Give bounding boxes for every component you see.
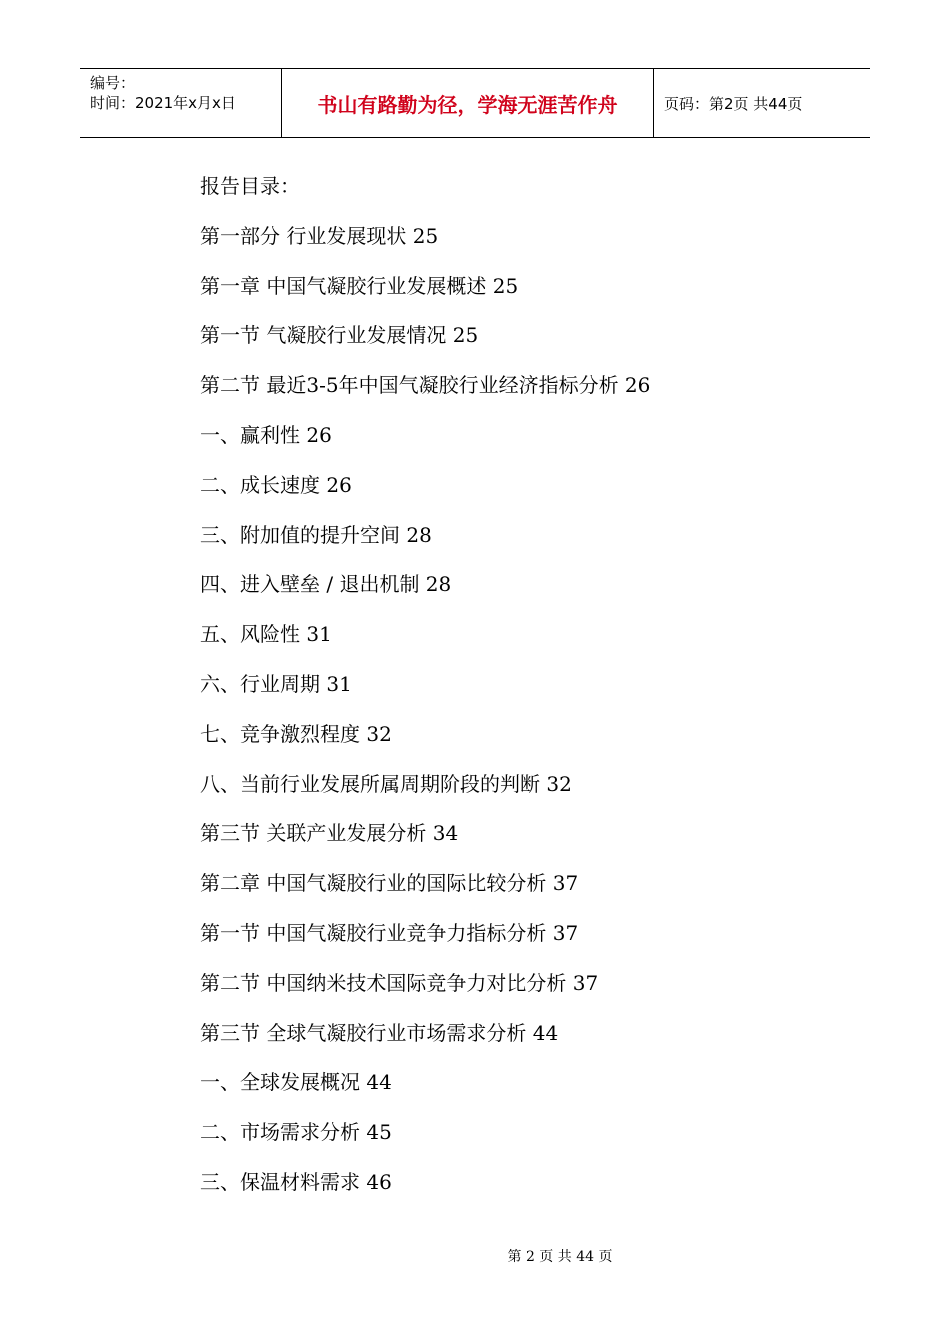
toc-item: 第三节 关联产业发展分析 34: [200, 821, 459, 846]
toc-item: 第二节 中国纳米技术国际竞争力对比分析 37: [200, 970, 599, 995]
toc-item: 六、行业周期 31: [200, 671, 352, 696]
page-footer: 第 2 页 共 44 页: [507, 1249, 613, 1265]
toc-item: 第一节 中国气凝胶行业竞争力指标分析 37: [200, 920, 579, 945]
toc-item: 一、赢利性 26: [200, 422, 332, 447]
toc-item: 第一章 中国气凝胶行业发展概述 25: [200, 273, 519, 298]
header-motto: 书山有路勤为径，学海无涯苦作舟: [282, 69, 654, 137]
toc-item: 第一部分 行业发展现状 25: [200, 223, 439, 248]
serial-label: 编号：: [90, 74, 136, 92]
toc-item: 二、成长速度 26: [200, 472, 352, 497]
time-label: 时间：2021年x月x日: [90, 94, 236, 112]
toc-item: 第二节 最近3-5年中国气凝胶行业经济指标分析 26: [200, 373, 651, 398]
toc-item: 三、保温材料需求 46: [200, 1169, 392, 1194]
table-of-contents: [200, 168, 650, 1214]
toc-item: 第三节 全球气凝胶行业市场需求分析 44: [200, 1020, 559, 1045]
toc-item: 第一节 气凝胶行业发展情况 25: [200, 323, 479, 348]
header-meta: [80, 69, 282, 137]
toc-heading: 报告目录：: [200, 174, 300, 198]
header-page-info: 页码：第2页 共44页: [664, 94, 803, 113]
toc-item: 三、附加值的提升空间 28: [200, 522, 432, 547]
toc-item: 七、竞争激烈程度 32: [200, 721, 392, 746]
toc-item: 八、当前行业发展所属周期阶段的判断 32: [200, 771, 572, 796]
toc-item: 二、市场需求分析 45: [200, 1120, 392, 1145]
page-header: [80, 68, 870, 138]
toc-item: 五、风险性 31: [200, 622, 332, 647]
toc-item: 四、进入壁垒 / 退出机制 28: [200, 572, 452, 597]
toc-item: 一、全球发展概况 44: [200, 1070, 392, 1095]
toc-item: 第二章 中国气凝胶行业的国际比较分析 37: [200, 871, 579, 896]
